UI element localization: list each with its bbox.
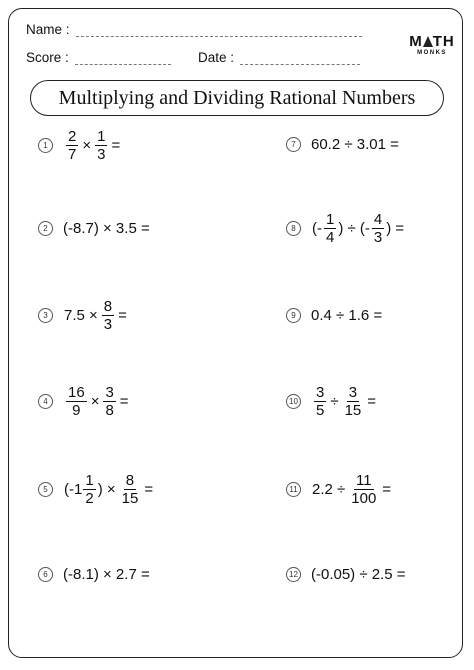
numerator: 1 [326, 211, 335, 228]
fraction [103, 384, 115, 419]
title-text: Multiplying and Dividing Rational Numbers [58, 86, 416, 109]
problem-1 [38, 128, 121, 163]
problem-number: 11 [286, 482, 301, 497]
logo-text-right: TH [432, 33, 455, 50]
expression-part: 7.5 × [64, 307, 98, 324]
fraction [102, 298, 114, 333]
problem-4 [38, 384, 130, 419]
problem-number: 2 [38, 221, 53, 236]
fraction [120, 472, 141, 507]
problem-number: 4 [38, 394, 53, 409]
problem-number: 6 [38, 567, 53, 582]
score-line[interactable] [75, 52, 171, 65]
denominator: 8 [105, 402, 114, 419]
problem-expression: (-8.1) × 2.7 = [63, 566, 150, 583]
problem-10 [286, 384, 377, 419]
numerator: 1 [97, 128, 106, 145]
score-field [26, 50, 171, 65]
fraction [95, 128, 107, 163]
equals: = [382, 481, 392, 498]
denominator: 15 [344, 402, 362, 419]
numerator: 3 [348, 384, 358, 401]
date-line[interactable] [240, 52, 360, 65]
problem-number: 1 [38, 138, 53, 153]
expression-part: (- [312, 220, 322, 237]
numerator: 1 [85, 472, 94, 489]
fraction [66, 128, 78, 163]
numerator: 4 [373, 211, 383, 228]
denominator: 3 [373, 229, 383, 246]
problem-number: 10 [286, 394, 301, 409]
score-label: Score : [26, 50, 69, 65]
fraction [349, 472, 378, 507]
operator: ÷ [330, 393, 339, 410]
expression-part: ) ÷ (- [338, 220, 370, 237]
fraction [343, 384, 364, 419]
logo-text-left: M [409, 33, 423, 50]
numerator: 3 [105, 384, 114, 401]
fraction [83, 472, 95, 507]
operator: × [90, 393, 100, 410]
numerator: 8 [103, 298, 113, 315]
denominator: 2 [85, 490, 94, 507]
problem-number: 12 [286, 567, 301, 582]
problem-2 [38, 220, 150, 237]
problem-12 [286, 566, 406, 583]
problem-6 [38, 566, 150, 583]
problem-7 [286, 136, 399, 153]
numerator: 8 [125, 472, 135, 489]
name-line[interactable] [76, 24, 362, 37]
date-label: Date : [198, 50, 235, 65]
problem-expression: (-8.7) × 3.5 = [63, 220, 150, 237]
equals: ) = [386, 220, 405, 237]
fraction [372, 211, 384, 246]
problem-number: 3 [38, 308, 53, 323]
denominator: 3 [103, 316, 113, 333]
problem-expression: 60.2 ÷ 3.01 = [311, 136, 399, 153]
equals: = [111, 137, 121, 154]
expression-part: (-1 [64, 481, 83, 498]
problem-number: 5 [38, 482, 53, 497]
expression-part: 2.2 ÷ [312, 481, 346, 498]
denominator: 7 [68, 146, 77, 163]
problem-5 [38, 472, 154, 507]
problem-11 [286, 472, 392, 507]
problem-number: 7 [286, 137, 301, 152]
fraction [314, 384, 326, 419]
logo-triangle-icon [423, 36, 433, 47]
equals: = [144, 481, 154, 498]
problem-expression: 0.4 ÷ 1.6 = [311, 307, 383, 324]
denominator: 100 [351, 490, 377, 507]
equals: = [367, 393, 377, 410]
worksheet-title [30, 80, 444, 116]
problem-number: 8 [286, 221, 301, 236]
denominator: 5 [316, 402, 325, 419]
operator: × [82, 137, 92, 154]
denominator: 15 [121, 490, 139, 507]
problem-3 [38, 298, 128, 333]
date-field [198, 50, 360, 65]
numerator: 11 [355, 472, 372, 489]
denominator: 9 [72, 402, 81, 419]
denominator: 3 [97, 146, 106, 163]
expression-part: ) × [97, 481, 116, 498]
fraction [324, 211, 336, 246]
name-field [26, 22, 362, 37]
problem-number: 9 [286, 308, 301, 323]
math-monks-logo [406, 34, 458, 56]
problem-expression: (-0.05) ÷ 2.5 = [311, 566, 406, 583]
denominator: 4 [326, 229, 335, 246]
problem-9 [286, 307, 382, 324]
name-label: Name : [26, 22, 70, 37]
problem-8 [286, 211, 405, 246]
numerator: 3 [316, 384, 325, 401]
equals: = [118, 307, 127, 324]
numerator: 16 [68, 384, 85, 401]
numerator: 2 [68, 128, 77, 145]
equals: = [119, 393, 129, 410]
fraction [66, 384, 87, 419]
logo-subtext: MONKS [417, 50, 447, 56]
